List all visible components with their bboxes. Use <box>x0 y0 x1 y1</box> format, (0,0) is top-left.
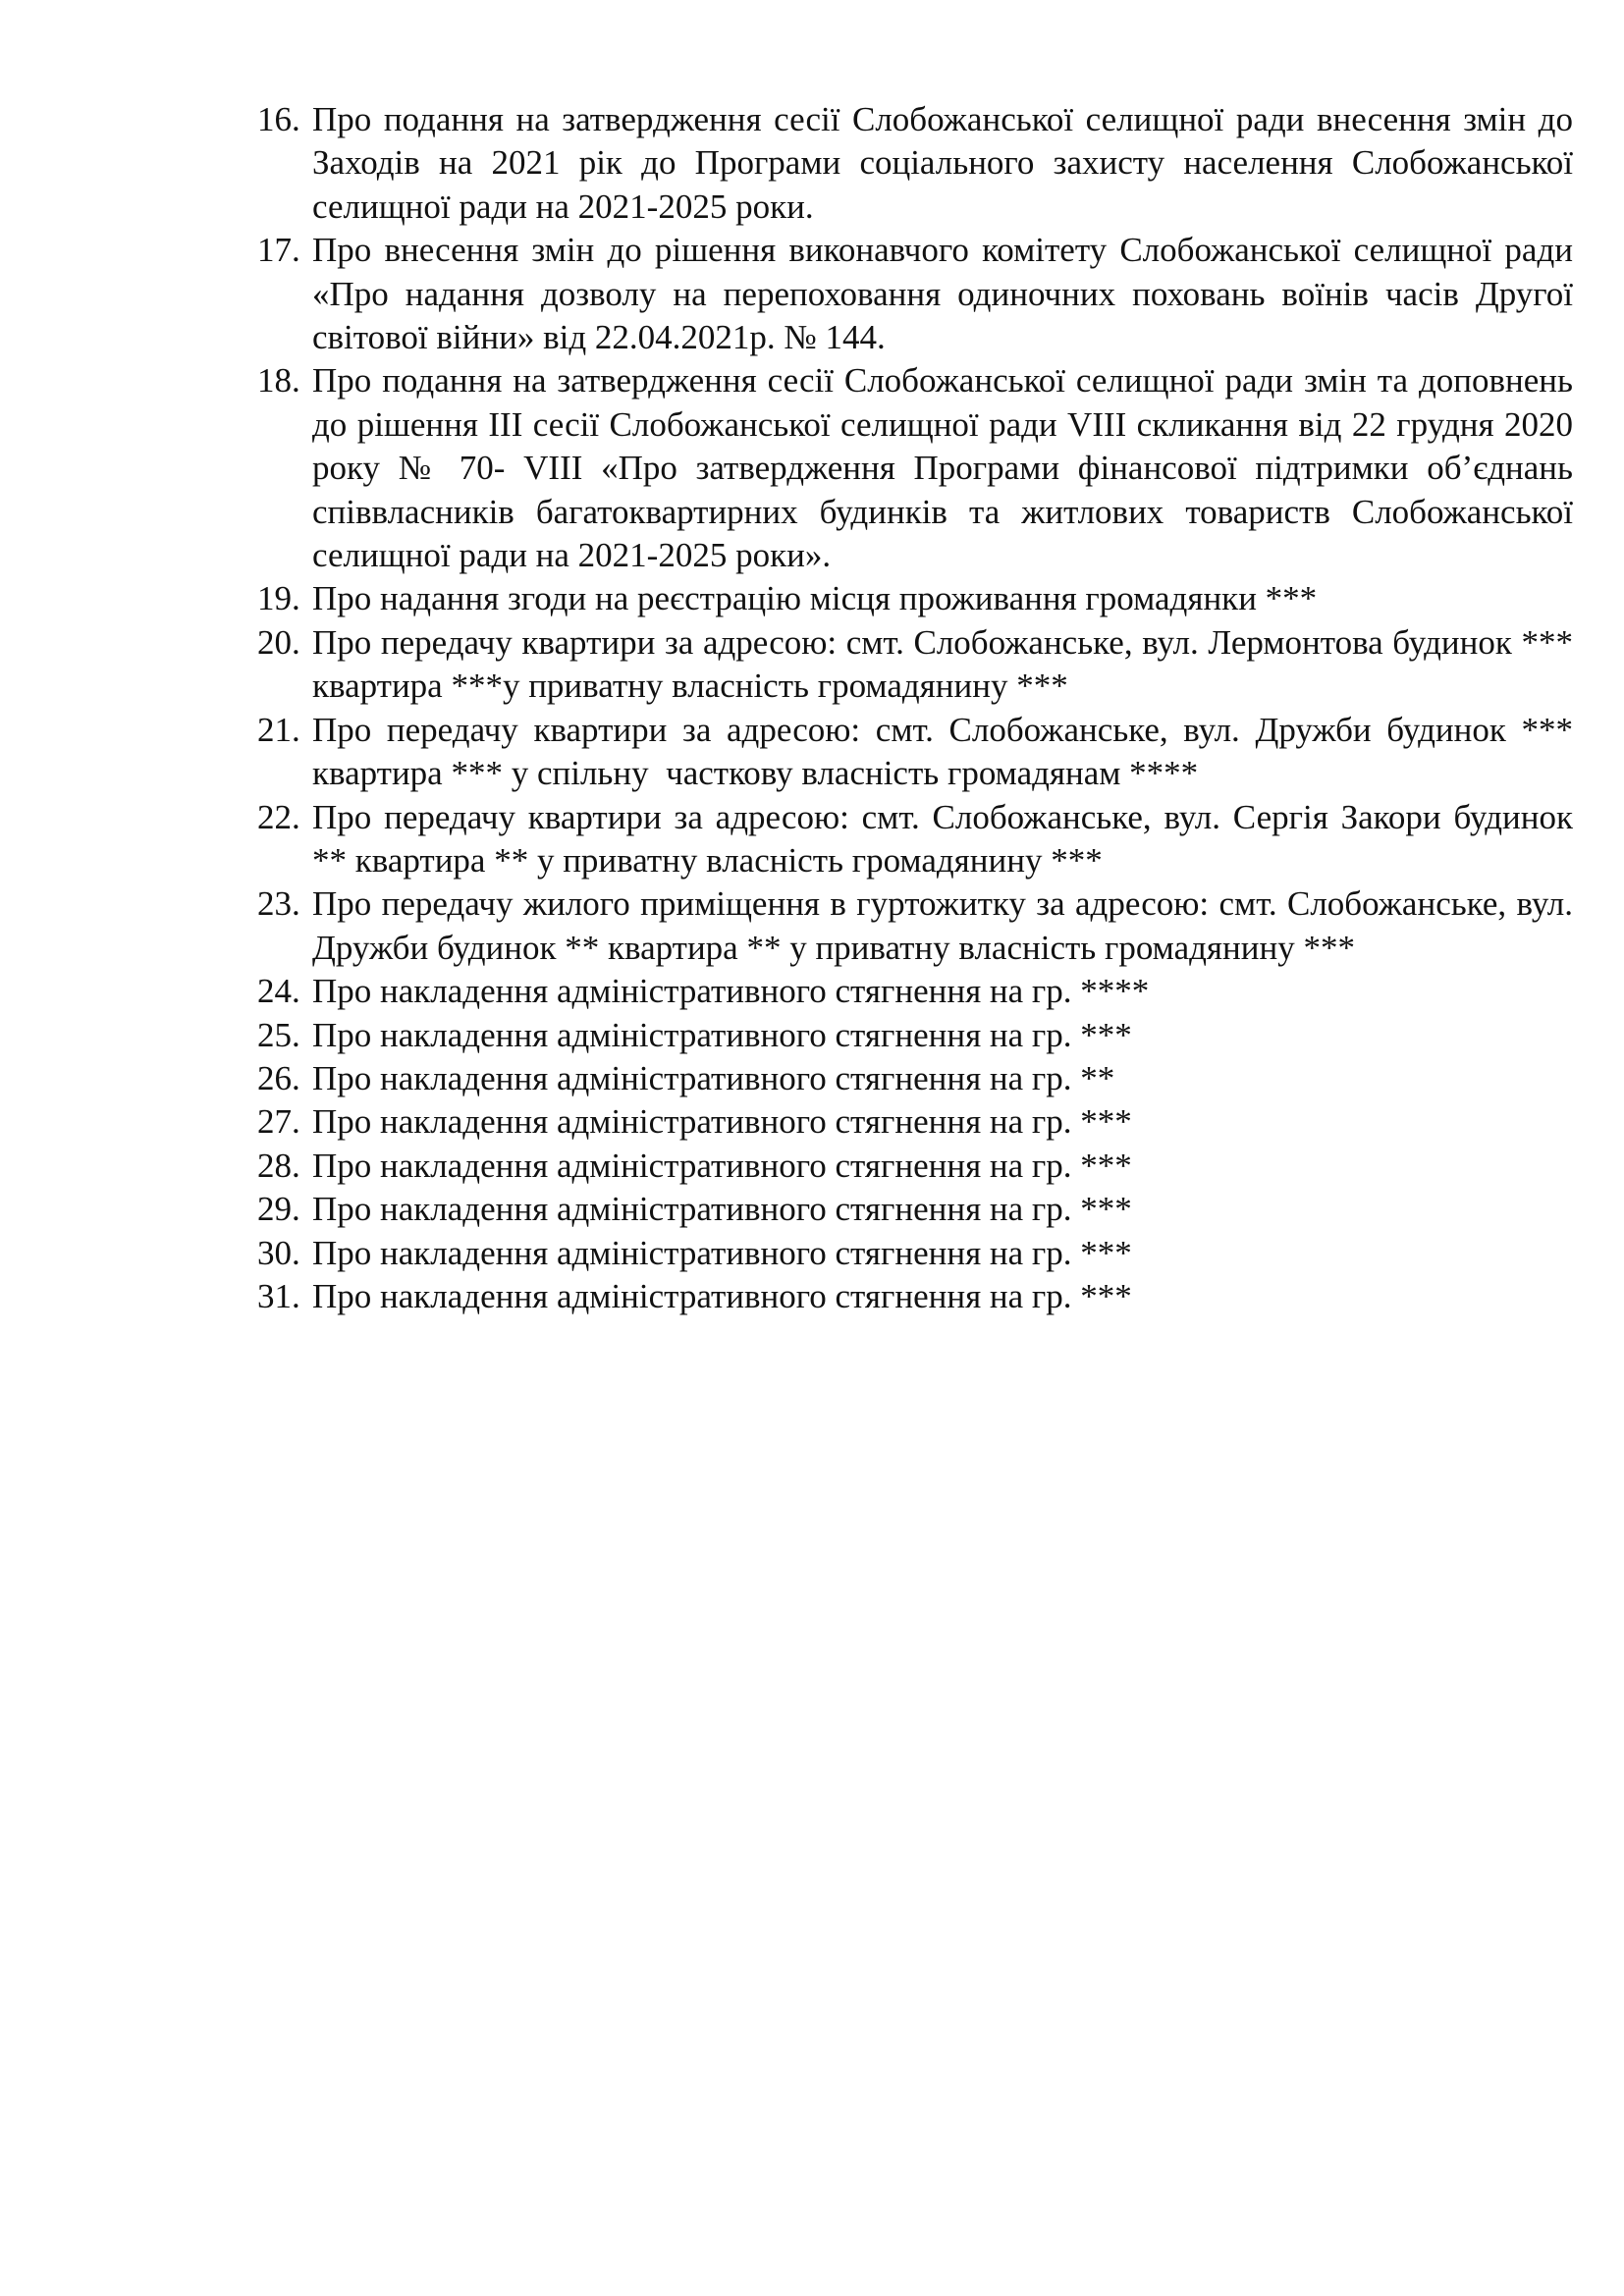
item-text: Про надання згоди на реєстрацію місця проживання громадянки *** <box>312 579 1318 618</box>
item-text: Про накладення адміністративного стягнення на гр. *** <box>312 1276 1132 1315</box>
agenda-item <box>257 796 1582 883</box>
item-text: Про подання на затвердження сесії Слобожанської селищної ради внесення змін до Заходів на 2021 рік до Програми соціального захисту населення Слобожанської селищної ради на 2021-2025 роки. <box>312 100 1582 226</box>
item-text: Про накладення адміністративного стягнення на гр. *** <box>312 1146 1132 1185</box>
item-text: Про накладення адміністративного стягнення на гр. **** <box>312 972 1150 1011</box>
agenda-item <box>257 229 1582 359</box>
item-number: 19. <box>257 579 300 618</box>
item-number: 25. <box>257 1015 300 1054</box>
item-number: 16. <box>257 100 300 138</box>
agenda-item <box>257 621 1582 709</box>
item-number: 31. <box>257 1276 300 1315</box>
item-text: Про накладення адміністративного стягнення на гр. *** <box>312 1102 1132 1142</box>
item-text: Про передачу квартири за адресою: смт. Слобожанське, вул. Дружби будинок *** квартира *** у спільну часткову власність громадянам **** <box>312 710 1582 793</box>
item-text: Про передачу квартири за адресою: смт. Слобожанське, вул. Лермонтова будинок *** квартира ***у приватну власність громадянину *** <box>312 622 1582 706</box>
agenda-item <box>257 1275 1573 1318</box>
item-text: Про передачу квартири за адресою: смт. Слобожанське, вул. Сергія Закори будинок ** квартира ** у приватну власність громадянину *** <box>312 797 1582 880</box>
item-number: 20. <box>257 622 300 662</box>
agenda-item <box>257 1057 1573 1100</box>
agenda-item <box>257 1232 1573 1275</box>
item-text: Про накладення адміністративного стягнення на гр. ** <box>312 1058 1115 1097</box>
item-number: 21. <box>257 710 300 749</box>
agenda-item <box>257 970 1573 1013</box>
agenda-item <box>257 882 1582 970</box>
item-number: 17. <box>257 231 300 270</box>
agenda-item <box>257 1145 1573 1188</box>
agenda-item <box>257 98 1582 229</box>
item-number: 30. <box>257 1233 300 1272</box>
item-text: Про передачу жилого приміщення в гуртожитку за адресою: смт. Слобожанське, вул. Дружби будинок ** квартира ** у приватну власність громадянину *** <box>312 884 1582 967</box>
agenda-item <box>257 577 1573 620</box>
item-number: 29. <box>257 1190 300 1229</box>
agenda-item <box>257 1100 1573 1144</box>
agenda-item <box>257 1188 1573 1231</box>
agenda-item <box>257 359 1582 577</box>
item-number: 26. <box>257 1058 300 1097</box>
item-text: Про накладення адміністративного стягнення на гр. *** <box>312 1190 1132 1229</box>
agenda-item <box>257 709 1582 796</box>
item-number: 24. <box>257 972 300 1011</box>
item-number: 28. <box>257 1146 300 1185</box>
item-number: 27. <box>257 1102 300 1142</box>
item-number: 22. <box>257 797 300 836</box>
item-text: Про подання на затвердження сесії Слобожанської селищної ради змін та доповнень до рішення ІІІ сесії Слобожанської селищної ради VIII скликання від 22 грудня 2020 року № 70- VIII «Про затвердження Програми фінансової підтримки об’єднань співвласників багатоквартирних будинків та житлових товариств Слобожанської селищної ради на 2021-2025 роки». <box>312 361 1582 575</box>
agenda-item <box>257 1014 1573 1057</box>
item-number: 18. <box>257 361 300 400</box>
item-text: Про накладення адміністративного стягнення на гр. *** <box>312 1015 1132 1054</box>
item-number: 23. <box>257 884 300 924</box>
item-text: Про накладення адміністративного стягнення на гр. *** <box>312 1233 1132 1272</box>
item-text: Про внесення змін до рішення виконавчого комітету Слобожанської селищної ради «Про надання дозволу на перепоховання одиночних поховань воїнів часів Другої світової війни» від 22.04.2021р. № 144. <box>312 231 1582 357</box>
agenda-list <box>257 98 1582 1318</box>
